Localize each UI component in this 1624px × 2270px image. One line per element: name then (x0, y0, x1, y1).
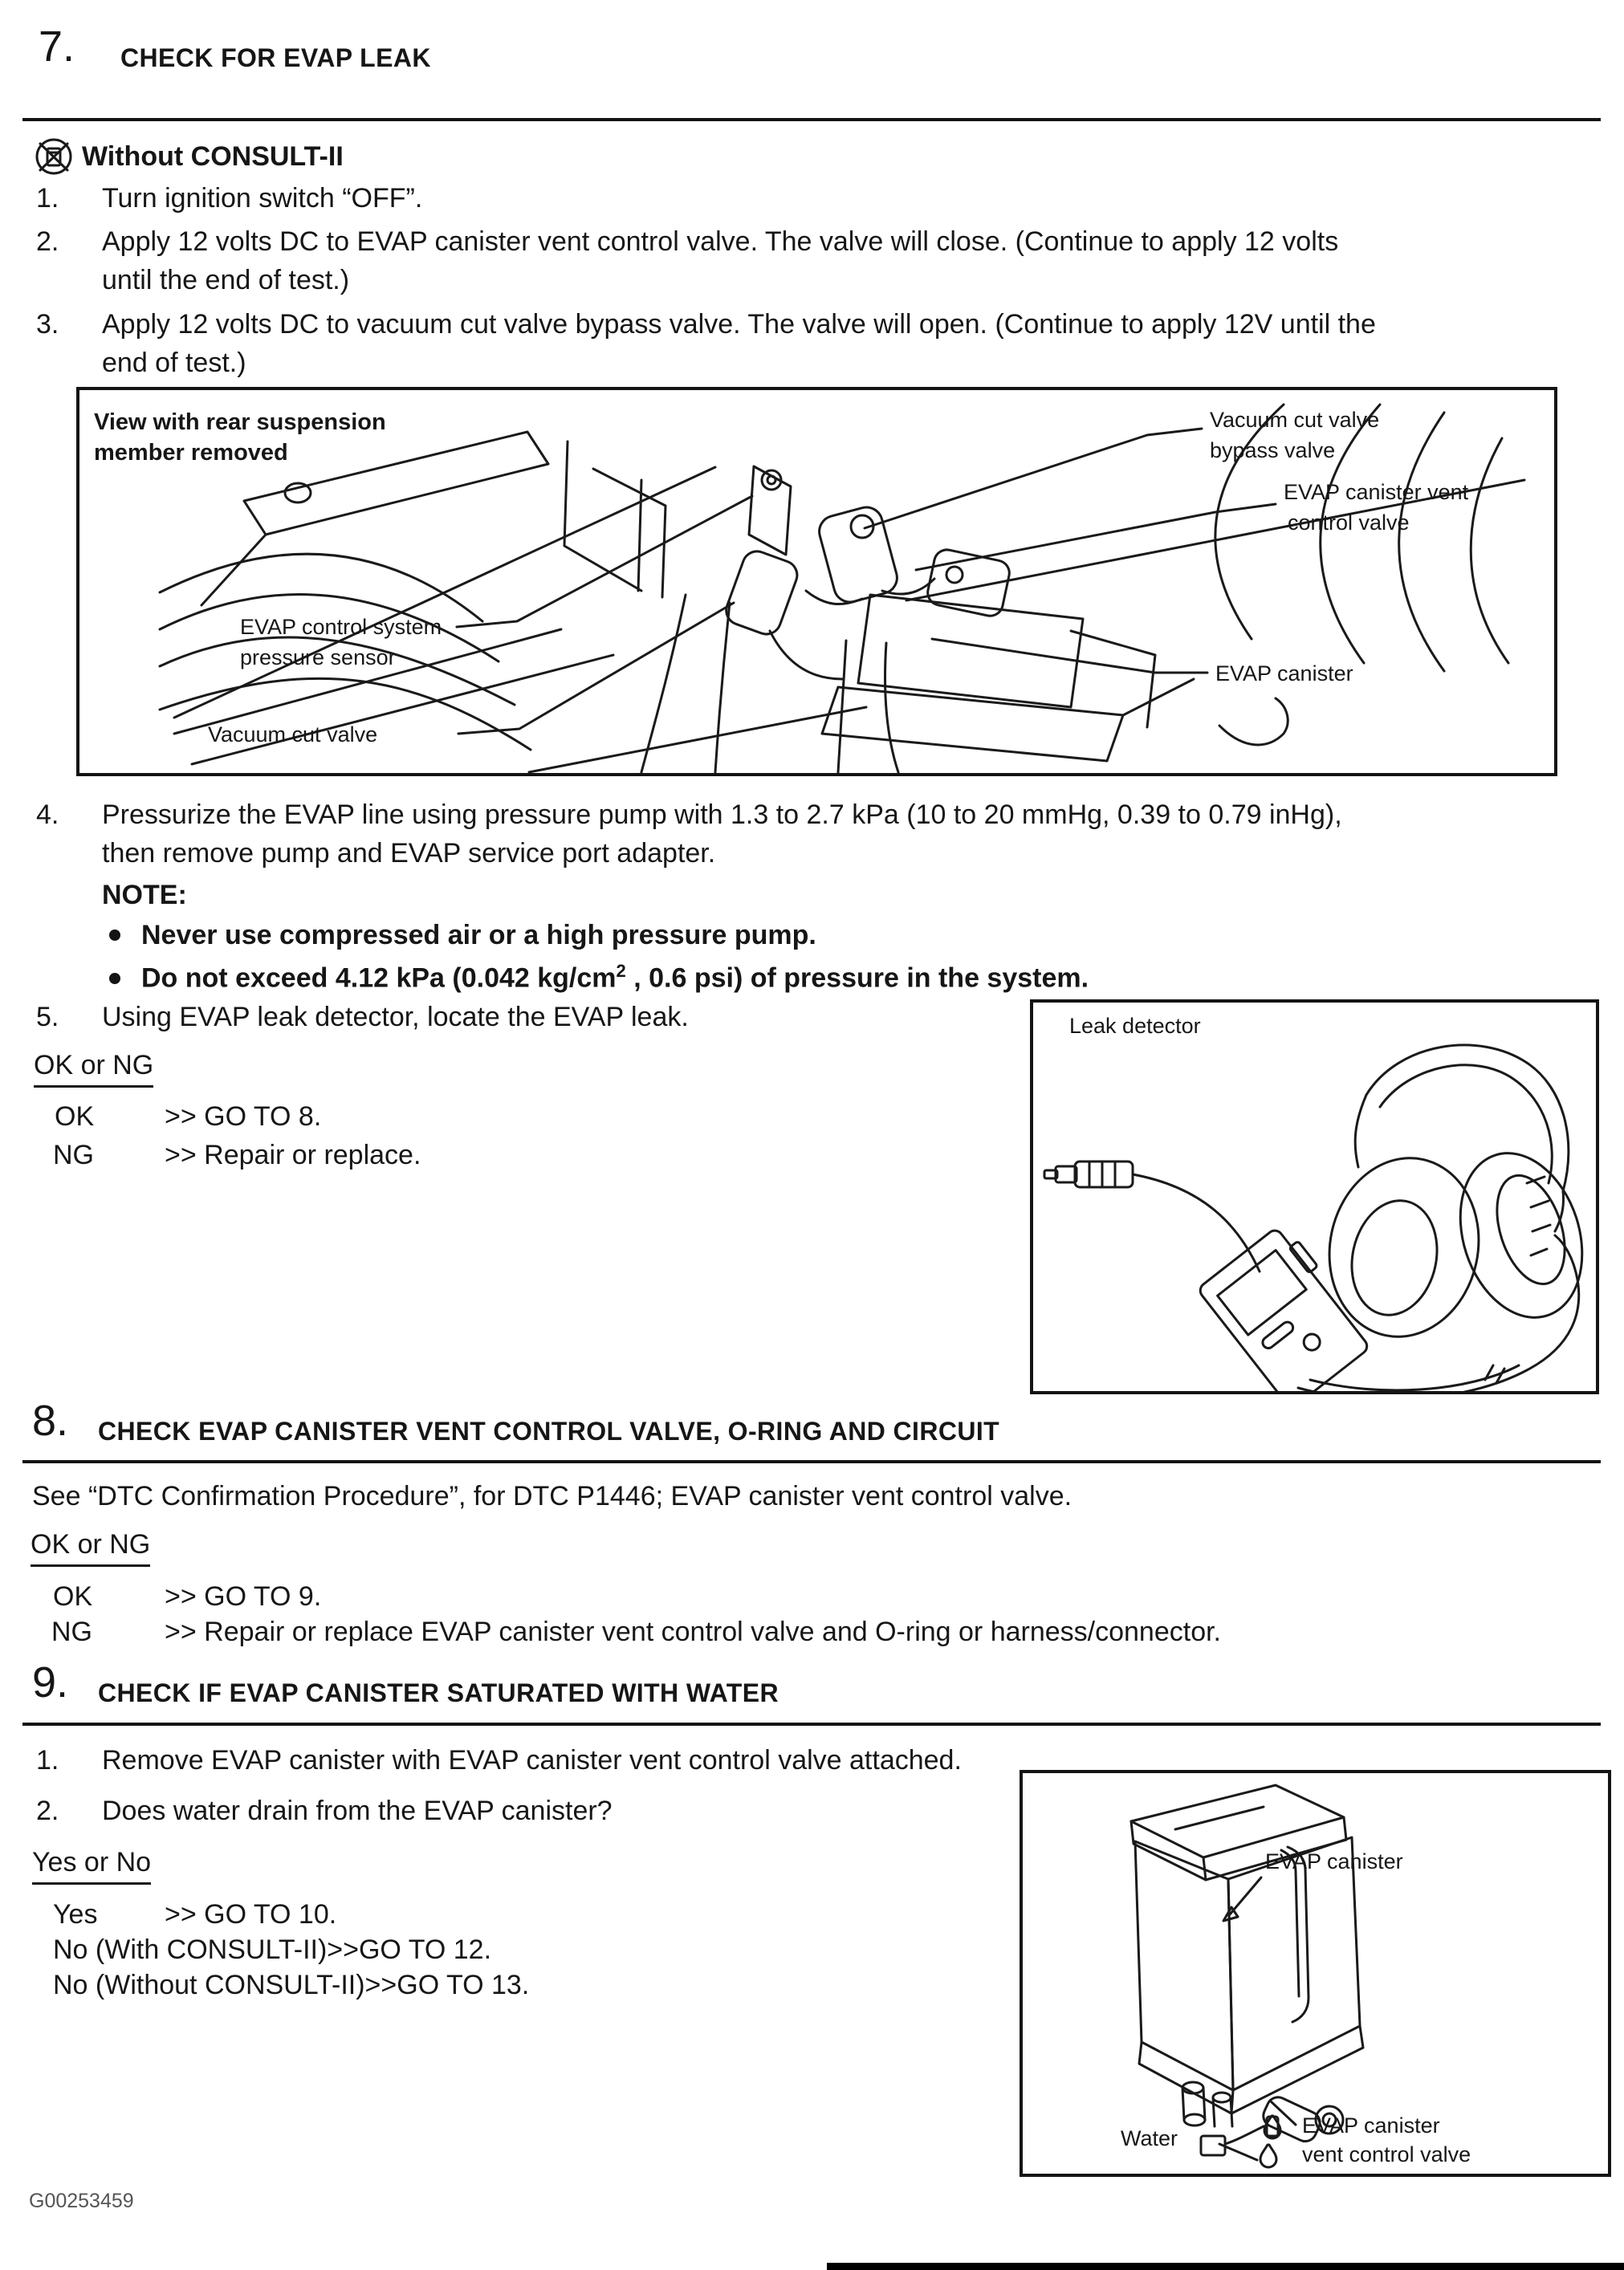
result-action: >> GO TO 10. (165, 1899, 337, 1930)
step-text: Apply 12 volts DC to EVAP canister vent control valve. The valve will close. (Continue to apply 12 volts (102, 226, 1339, 257)
result-key: Yes (53, 1899, 98, 1930)
figure-code: G00253459 (29, 2190, 134, 2212)
section-intro: See “DTC Confirmation Procedure”, for DTC P1446; EVAP canister vent control valve. (32, 1481, 1072, 1511)
section-9-number: 9. (32, 1658, 69, 1707)
leak-detector-art (1033, 1003, 1596, 1391)
label-vacuum-cut-valve-bypass: bypass valve (1210, 438, 1336, 462)
figure-leak-detector (1030, 999, 1599, 1394)
result-action: >> GO TO 8. (165, 1101, 322, 1132)
label-evap-canister: EVAP canister (1215, 661, 1353, 685)
step-text: until the end of test.) (102, 265, 350, 295)
label-evap-vent-control-valve: control valve (1288, 511, 1410, 535)
result-key: OK (55, 1101, 95, 1132)
step-number: 1. (36, 1745, 59, 1776)
result-key: OK (53, 1581, 93, 1612)
note-label: NOTE: (102, 880, 187, 910)
result-label: Yes or No (32, 1847, 151, 1885)
result-line: No (Without CONSULT-II)>>GO TO 13. (53, 1970, 530, 2000)
mode-label: Without CONSULT-II (82, 141, 344, 172)
scan-artifact (827, 2263, 1624, 2270)
bullet-icon (109, 973, 120, 984)
section-divider (22, 1460, 1601, 1463)
step-text: Pressurize the EVAP line using pressure pump with 1.3 to 2.7 kPa (10 to 20 mmHg, 0.39 to 0.79 inHg), (102, 799, 1342, 830)
note-item: Never use compressed air or a high pressure pump. (141, 920, 816, 950)
result-action: >> GO TO 9. (165, 1581, 322, 1612)
section-7-title: CHECK FOR EVAP LEAK (120, 43, 431, 72)
result-key: NG (51, 1617, 92, 1647)
label-vent-control-valve: vent control valve (1302, 2142, 1471, 2166)
result-key: NG (53, 1140, 94, 1170)
figure-evap-canister (1020, 1770, 1611, 2177)
step-number: 2. (36, 226, 59, 257)
label-pressure-sensor: EVAP control system (240, 615, 442, 639)
step-text: end of test.) (102, 348, 246, 378)
label-vacuum-cut-valve: Vacuum cut valve (208, 722, 378, 746)
step-number: 4. (36, 799, 59, 830)
bullet-icon (109, 930, 120, 941)
step-text: Remove EVAP canister with EVAP canister vent control valve attached. (102, 1745, 962, 1776)
label-vent-control-valve: EVAP canister (1302, 2113, 1440, 2138)
note-superscript: 2 (616, 961, 626, 981)
result-action: >> Repair or replace. (165, 1140, 421, 1170)
step-number: 3. (36, 309, 59, 340)
result-line: No (With CONSULT-II)>>GO TO 12. (53, 1934, 492, 1965)
label-evap-vent-control-valve: EVAP canister vent (1284, 480, 1469, 504)
figure-title: View with rear suspension (94, 409, 386, 435)
step-text: Using EVAP leak detector, locate the EVAP leak. (102, 1002, 689, 1032)
figure-underbody-view (76, 387, 1557, 776)
result-action: >> Repair or replace EVAP canister vent control valve and O-ring or harness/connector. (165, 1617, 1221, 1647)
section-8-title: CHECK EVAP CANISTER VENT CONTROL VALVE, O-RING AND CIRCUIT (98, 1417, 1000, 1446)
section-9-title: CHECK IF EVAP CANISTER SATURATED WITH WATER (98, 1678, 779, 1707)
step-text: then remove pump and EVAP service port adapter. (102, 838, 716, 869)
step-text: Does water drain from the EVAP canister? (102, 1796, 613, 1826)
label-evap-canister: EVAP canister (1265, 1849, 1403, 1873)
step-text: Apply 12 volts DC to vacuum cut valve bypass valve. The valve will open. (Continue to apply 12V until the (102, 309, 1376, 340)
figure-title: member removed (94, 440, 288, 466)
section-8-number: 8. (32, 1397, 69, 1445)
label-pressure-sensor: pressure sensor (240, 645, 396, 669)
step-number: 5. (36, 1002, 59, 1032)
note-text: , 0.6 psi) of pressure in the system. (625, 962, 1089, 994)
result-label: OK or NG (34, 1050, 153, 1088)
section-7-number: 7. (39, 22, 75, 71)
note-item (141, 962, 1089, 993)
step-number: 2. (36, 1796, 59, 1826)
figure-title: Leak detector (1069, 1014, 1201, 1038)
section-divider (22, 118, 1601, 121)
step-number: 1. (36, 183, 59, 214)
step-text: Turn ignition switch “OFF”. (102, 183, 423, 214)
label-vacuum-cut-valve-bypass: Vacuum cut valve (1210, 408, 1380, 432)
section-divider (22, 1723, 1601, 1726)
label-water: Water (1121, 2126, 1178, 2150)
result-label: OK or NG (31, 1529, 150, 1567)
note-text: Do not exceed 4.12 kPa (0.042 kg/cm (141, 962, 617, 994)
